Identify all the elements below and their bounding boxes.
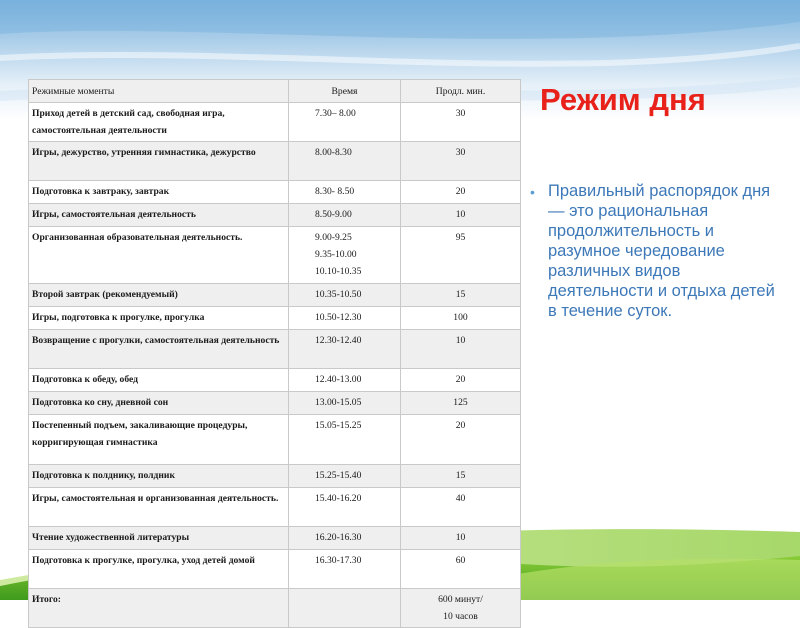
slide-title: Режим дня: [540, 82, 706, 117]
cell-duration: [401, 550, 521, 589]
bullet-list: [530, 181, 775, 321]
cell-duration: [401, 488, 521, 527]
duration-line: 600 минут/: [438, 594, 483, 605]
table-row: [29, 307, 521, 330]
time-line: 9.35-10.00: [315, 249, 357, 260]
table-row: [29, 527, 521, 550]
cell-duration: [401, 284, 521, 307]
cell-activity: Возвращение с прогулки, самостоятельная деятельность: [29, 330, 289, 369]
cell-activity: Подготовка к полднику, полдник: [29, 465, 289, 488]
cell-time: [289, 227, 401, 284]
table-row: [29, 415, 521, 465]
duration-line: 10: [455, 532, 466, 543]
cell-duration: [401, 527, 521, 550]
time-line: 10.10-10.35: [315, 266, 362, 277]
cell-time: [289, 330, 401, 369]
header-duration: Продл. мин.: [401, 80, 521, 103]
cell-duration: [401, 465, 521, 488]
table-row: [29, 227, 521, 284]
time-line: 12.40-13.00: [315, 374, 362, 385]
cell-time: [289, 142, 401, 181]
bullet-text: Правильный распорядок дня — это рациональная продолжительность и разумное чередование различных видов деятельности и отдыха детей в течение суток.: [548, 182, 775, 320]
cell-time: [289, 307, 401, 330]
duration-line: 20: [455, 420, 466, 431]
cell-duration: [401, 330, 521, 369]
duration-line: 125: [453, 397, 468, 408]
time-line: 16.30-17.30: [315, 555, 362, 566]
cell-activity: Приход детей в детский сад, свободная игра, самостоятельная деятельности: [29, 103, 289, 142]
cell-activity: Игры, подготовка к прогулке, прогулка: [29, 307, 289, 330]
time-line: 9.00-9.25: [315, 232, 352, 243]
cell-duration: [401, 142, 521, 181]
duration-line: 20: [455, 374, 466, 385]
cell-time: [289, 284, 401, 307]
cell-activity: Второй завтрак (рекомендуемый): [29, 284, 289, 307]
table-row: [29, 465, 521, 488]
time-line: 16.20-16.30: [315, 532, 362, 543]
table-row: [29, 330, 521, 369]
time-line: 15.40-16.20: [315, 493, 362, 504]
time-line: 10.35-10.50: [315, 289, 362, 300]
cell-duration: [401, 392, 521, 415]
header-time: Время: [289, 80, 401, 103]
time-line: 15.25-15.40: [315, 470, 362, 481]
cell-duration: [401, 181, 521, 204]
time-line: 10.50-12.30: [315, 312, 362, 323]
table-row: [29, 181, 521, 204]
table-row: [29, 488, 521, 527]
cell-activity: Игры, самостоятельная деятельность: [29, 204, 289, 227]
table-row: [29, 550, 521, 589]
cell-duration: [401, 103, 521, 142]
header-activity: Режимные моменты: [29, 80, 289, 103]
duration-line: 15: [455, 289, 466, 300]
cell-time: [289, 550, 401, 589]
table-row: [29, 369, 521, 392]
cell-time: [289, 181, 401, 204]
cell-time: [289, 589, 401, 628]
duration-line: 10 часов: [443, 611, 478, 622]
duration-line: 95: [455, 232, 466, 243]
time-line: 8.30- 8.50: [315, 186, 355, 197]
cell-activity: Итого:: [29, 589, 289, 628]
table-row: [29, 589, 521, 628]
cell-duration: [401, 369, 521, 392]
time-line: 13.00-15.05: [315, 397, 362, 408]
duration-line: 30: [455, 147, 466, 158]
cell-time: [289, 369, 401, 392]
cell-activity: Подготовка ко сну, дневной сон: [29, 392, 289, 415]
cell-duration: [401, 204, 521, 227]
cell-time: [289, 103, 401, 142]
cell-duration: [401, 227, 521, 284]
cell-time: [289, 488, 401, 527]
time-line: 12.30-12.40: [315, 335, 362, 346]
cell-activity: Подготовка к прогулке, прогулка, уход детей домой: [29, 550, 289, 589]
daily-schedule-table: [28, 79, 521, 628]
cell-duration: [401, 415, 521, 465]
duration-line: 30: [455, 108, 466, 119]
cell-duration: [401, 307, 521, 330]
cell-time: [289, 527, 401, 550]
cell-activity: Игры, дежурство, утренняя гимнастика, дежурство: [29, 142, 289, 181]
duration-line: 100: [453, 312, 468, 323]
time-line: 7.30– 8.00: [315, 108, 356, 119]
table-row: [29, 103, 521, 142]
table-row: [29, 392, 521, 415]
cell-activity: Подготовка к завтраку, завтрак: [29, 181, 289, 204]
table-row: [29, 284, 521, 307]
table-header-row: [29, 80, 521, 103]
cell-duration: [401, 589, 521, 628]
time-line: 8.00-8.30: [315, 147, 352, 158]
cell-time: [289, 392, 401, 415]
bullet-dot-icon: •: [530, 184, 535, 200]
cell-activity: Чтение художественной литературы: [29, 527, 289, 550]
cell-activity: Игры, самостоятельная и организованная деятельность.: [29, 488, 289, 527]
table-body: [29, 103, 521, 628]
duration-line: 20: [455, 186, 466, 197]
cell-activity: Организованная образовательная деятельность.: [29, 227, 289, 284]
time-line: 15.05-15.25: [315, 420, 362, 431]
table-row: [29, 204, 521, 227]
cell-time: [289, 415, 401, 465]
cell-time: [289, 465, 401, 488]
duration-line: 10: [455, 209, 466, 220]
cell-time: [289, 204, 401, 227]
time-line: 8.50-9.00: [315, 209, 352, 220]
cell-activity: Постепенный подъем, закаливающие процедуры, корригирующая гимнастика: [29, 415, 289, 465]
duration-line: 60: [455, 555, 466, 566]
table-row: [29, 142, 521, 181]
cell-activity: Подготовка к обеду, обед: [29, 369, 289, 392]
duration-line: 40: [455, 493, 466, 504]
duration-line: 15: [455, 470, 466, 481]
duration-line: 10: [455, 335, 466, 346]
